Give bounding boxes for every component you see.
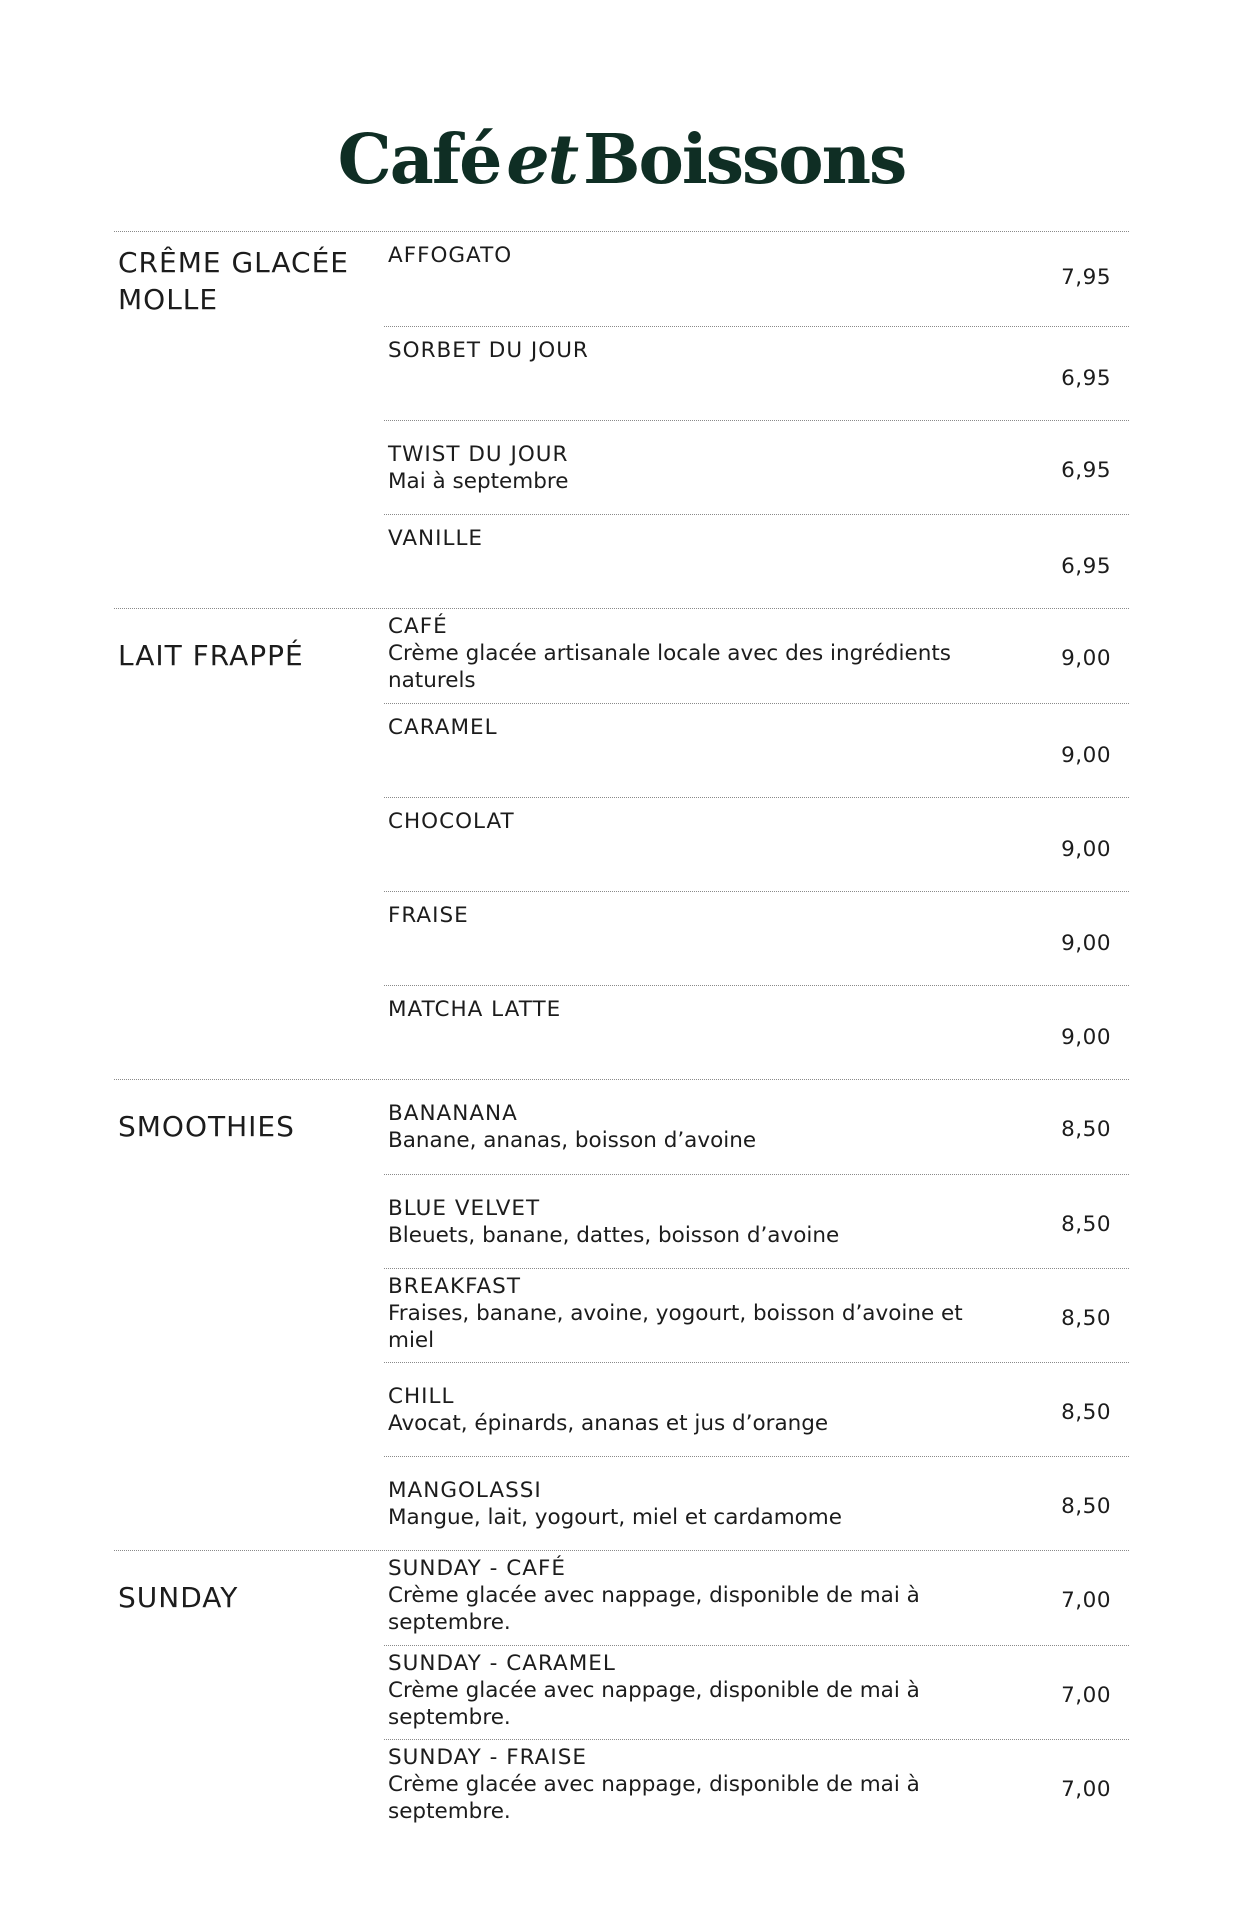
item-price: 9,00	[1061, 1025, 1111, 1050]
item-price: 9,00	[1061, 931, 1111, 956]
item-text	[388, 1273, 993, 1354]
item-name: VANILLE	[388, 526, 484, 551]
item-name: MANGOLASSI	[388, 1478, 542, 1503]
item-name: SORBET DU JOUR	[388, 338, 589, 363]
section-label: SUNDAY	[118, 1581, 239, 1614]
menu-item	[384, 609, 1129, 703]
item-name: BREAKFAST	[388, 1274, 521, 1299]
item-description: Bleuets, banane, dattes, boisson d’avoine	[388, 1223, 840, 1248]
item-list	[384, 609, 1129, 1079]
item-list	[384, 1551, 1129, 1833]
item-price: 7,00	[1061, 1588, 1111, 1613]
page-title	[0, 118, 1243, 202]
item-list	[384, 1080, 1129, 1550]
item-text	[388, 1100, 993, 1154]
item-description: Mangue, lait, yogourt, miel et cardamome	[388, 1505, 842, 1530]
section-label: CRÊME GLACÉE MOLLE	[118, 246, 349, 316]
item-name: CHILL	[388, 1384, 455, 1409]
menu-item	[384, 1645, 1129, 1739]
item-description: Fraises, banane, avoine, yogourt, boisson d’avoine et miel	[388, 1301, 963, 1353]
title-part-cafe: Café	[337, 120, 501, 200]
item-name: CHOCOLAT	[388, 809, 515, 834]
item-text	[388, 902, 993, 929]
menu-item	[384, 891, 1129, 985]
item-description: Crème glacée artisanale locale avec des ingrédients naturels	[388, 641, 951, 693]
item-text	[388, 1555, 993, 1636]
item-text	[388, 1477, 993, 1531]
item-text	[388, 337, 993, 364]
item-price: 9,00	[1061, 837, 1111, 862]
item-price: 8,50	[1061, 1212, 1111, 1237]
item-price: 6,95	[1061, 554, 1111, 579]
menu-item	[384, 1551, 1129, 1645]
menu-item	[384, 1739, 1129, 1833]
menu-item	[384, 985, 1129, 1079]
item-price: 7,00	[1061, 1777, 1111, 1802]
title-part-et: et	[506, 120, 578, 200]
item-name: TWIST DU JOUR	[388, 442, 569, 467]
menu-item	[384, 1456, 1129, 1550]
item-name: CARAMEL	[388, 715, 498, 740]
item-description: Banane, ananas, boisson d’avoine	[388, 1128, 757, 1153]
item-price: 6,95	[1061, 366, 1111, 391]
item-description: Avocat, épinards, ananas et jus d’orange	[388, 1411, 829, 1436]
item-price: 7,00	[1061, 1683, 1111, 1708]
item-price: 8,50	[1061, 1494, 1111, 1519]
item-price: 9,00	[1061, 743, 1111, 768]
item-name: FRAISE	[388, 903, 469, 928]
item-price: 8,50	[1061, 1400, 1111, 1425]
item-text	[388, 1195, 993, 1249]
item-text	[388, 1650, 993, 1731]
item-description: Mai à septembre	[388, 469, 569, 494]
section-sunday	[114, 1550, 1129, 1833]
menu-item	[384, 797, 1129, 891]
item-text	[388, 242, 993, 269]
item-name: SUNDAY - CARAMEL	[388, 1651, 616, 1676]
section-label: LAIT FRAPPÉ	[118, 639, 304, 672]
item-name: BLUE VELVET	[388, 1196, 541, 1221]
item-price: 7,95	[1061, 265, 1111, 290]
section-creme-glacee-molle	[114, 231, 1129, 608]
item-name: BANANANA	[388, 1101, 518, 1126]
item-text	[388, 441, 993, 495]
item-text	[388, 1383, 993, 1437]
section-smoothies	[114, 1079, 1129, 1550]
menu	[114, 231, 1129, 1833]
menu-item	[384, 1268, 1129, 1362]
item-name: SUNDAY - CAFÉ	[388, 1556, 566, 1581]
item-name: AFFOGATO	[388, 243, 513, 268]
menu-item	[384, 1362, 1129, 1456]
item-text	[388, 613, 993, 694]
title-part-boissons: Boissons	[583, 120, 906, 200]
menu-item	[384, 1174, 1129, 1268]
item-text	[388, 714, 993, 741]
menu-item	[384, 326, 1129, 420]
menu-item	[384, 1080, 1129, 1174]
item-text	[388, 1744, 993, 1825]
item-price: 8,50	[1061, 1306, 1111, 1331]
menu-item	[384, 703, 1129, 797]
item-price: 8,50	[1061, 1117, 1111, 1142]
section-lait-frappe	[114, 608, 1129, 1079]
item-name: CAFÉ	[388, 614, 448, 639]
menu-item	[384, 232, 1129, 326]
item-description: Crème glacée avec nappage, disponible de mai à septembre.	[388, 1583, 920, 1635]
item-description: Crème glacée avec nappage, disponible de mai à septembre.	[388, 1678, 920, 1730]
item-text	[388, 808, 993, 835]
item-list	[384, 232, 1129, 608]
section-label: SMOOTHIES	[118, 1110, 295, 1143]
menu-item	[384, 420, 1129, 514]
menu-item	[384, 514, 1129, 608]
item-name: MATCHA LATTE	[388, 997, 562, 1022]
item-description: Crème glacée avec nappage, disponible de mai à septembre.	[388, 1772, 920, 1824]
item-name: SUNDAY - FRAISE	[388, 1745, 587, 1770]
item-text	[388, 525, 993, 552]
item-price: 9,00	[1061, 646, 1111, 671]
item-price: 6,95	[1061, 458, 1111, 483]
item-text	[388, 996, 993, 1023]
